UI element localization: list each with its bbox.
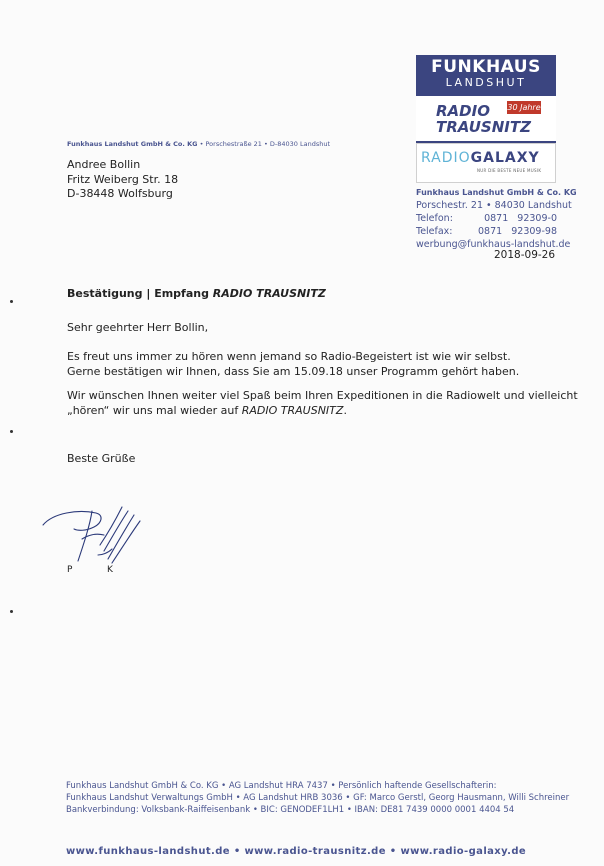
footer-legal — [66, 780, 569, 817]
radio-trausnitz-line2: TRAUSNITZ — [436, 118, 531, 136]
fold-mark — [10, 300, 13, 303]
recipient-city: D-38448 Wolfsburg — [67, 187, 173, 200]
fold-mark — [10, 610, 13, 613]
paragraph-2-station: RADIO TRAUSNITZ — [241, 403, 344, 417]
footer-line-2: Funkhaus Landshut Verwaltungs GmbH • AG Landshut HRB 3036 • GF: Marco Gerstl, Georg Hausmann, Willi Schreiner — [66, 793, 570, 804]
funkhaus-logo — [416, 55, 556, 96]
company-contact — [416, 186, 577, 251]
recipient-name: Andree Bollin — [67, 158, 141, 171]
radio-galaxy-wordmark — [421, 150, 540, 166]
radio-galaxy-logo — [416, 143, 556, 183]
sender-address: • Porschestraße 21 • D-84030 Landshut — [197, 140, 331, 148]
salutation: Sehr geehrter Herr Bollin, — [67, 321, 209, 334]
signature-initial-1: P — [67, 565, 73, 575]
letterhead-logos — [416, 55, 556, 183]
subject-prefix: Bestätigung | Empfang — [67, 287, 213, 300]
galaxy-word-text: GALAXY — [470, 150, 540, 166]
galaxy-tagline: NUR DIE BESTE NEUE MUSIK — [477, 168, 542, 173]
paragraph-2-text-b: . — [343, 403, 347, 417]
signature-initial-2: K — [107, 565, 113, 575]
sender-name: Funkhaus Landshut GmbH & Co. KG — [67, 140, 198, 148]
recipient-address — [67, 158, 178, 202]
paragraph-2 — [67, 389, 578, 418]
letter-date: 2018-09-26 — [494, 249, 556, 261]
funkhaus-subtitle: LANDSHUT — [445, 76, 527, 89]
paragraph-1-line-2: Gerne bestätigen wir Ihnen, dass Sie am 15.09.18 unser Programm gehört haben. — [67, 364, 520, 378]
phone-row — [416, 212, 557, 225]
footer-websites: www.funkhaus-landshut.de • www.radio-trausnitz.de • www.radio-galaxy.de — [66, 846, 527, 857]
subject-station: RADIO TRAUSNITZ — [212, 287, 326, 300]
funkhaus-title: FUNKHAUS — [431, 57, 541, 77]
handwritten-signature — [38, 505, 158, 570]
radio-trausnitz-logo — [416, 97, 556, 143]
galaxy-radio-text: RADIO — [421, 150, 471, 166]
punch-hole-mark — [10, 430, 13, 433]
company-name: Funkhaus Landshut GmbH & Co. KG — [416, 188, 577, 197]
radio-trausnitz-line1: RADIO — [436, 102, 490, 120]
footer-line-3: Bankverbindung: Volksbank-Raiffeisenbank • BIC: GENODEF1LH1 • IBAN: DE81 7439 0000 0001 4404 54 — [66, 805, 515, 816]
fax-value: 0871 92309-98 — [478, 226, 557, 237]
letter-subject — [67, 287, 326, 300]
paragraph-2-text-a: „hören“ wir uns mal wieder auf — [67, 403, 242, 417]
fax-row — [416, 225, 557, 238]
paragraph-2-line-2 — [67, 404, 578, 419]
closing: Beste Grüße — [67, 452, 136, 465]
company-email: werbung@funkhaus-landshut.de — [416, 239, 571, 250]
company-address: Porschestr. 21 • 84030 Landshut — [416, 200, 572, 211]
jahre-badge: 30 Jahre — [507, 103, 541, 112]
phone-label: Telefon: — [416, 213, 453, 224]
paragraph-1-line-1: Es freut uns immer zu hören wenn jemand so Radio-Begeistert ist wie wir selbst. — [67, 350, 511, 363]
footer-line-1: Funkhaus Landshut GmbH & Co. KG • AG Landshut HRA 7437 • Persönlich haftende Gesellschafterin: — [66, 781, 497, 791]
sender-return-line — [67, 140, 330, 148]
fax-label: Telefax: — [416, 226, 453, 237]
paragraph-2-line-1: Wir wünschen Ihnen weiter viel Spaß beim Ihren Expeditionen in die Radiowelt und vielleicht — [67, 389, 578, 402]
paragraph-1 — [67, 350, 519, 379]
recipient-street: Fritz Weiberg Str. 18 — [67, 172, 179, 186]
phone-value: 0871 92309-0 — [484, 213, 557, 224]
